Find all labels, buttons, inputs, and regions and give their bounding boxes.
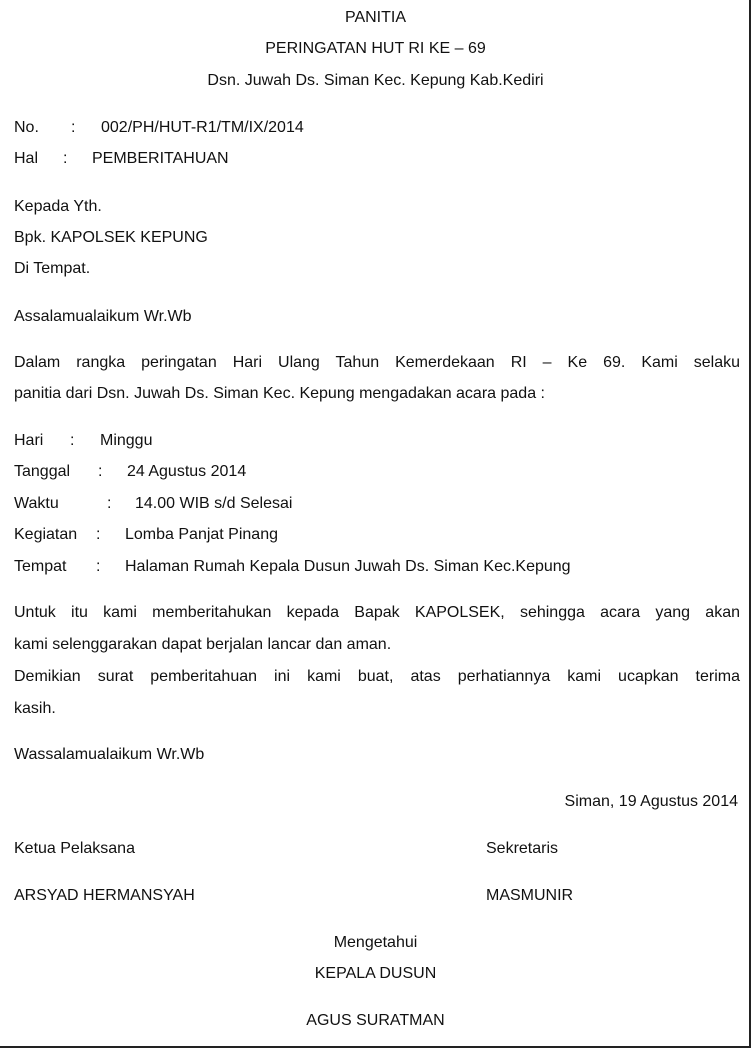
signature-right-name: MASMUNIR bbox=[486, 887, 574, 904]
subject-value: PEMBERITAHUAN bbox=[92, 150, 229, 167]
signature-right-title: Sekretaris bbox=[486, 840, 559, 857]
body-paragraph-2-line-1: Demikian surat pemberitahuan ini kami buat, atas perhatiannya kami ucapkan terima bbox=[14, 668, 740, 685]
body-paragraph-1-line-2: kami selenggarakan dapat berjalan lancar dan aman. bbox=[14, 636, 392, 653]
detail-time-label: Waktu bbox=[14, 495, 59, 512]
detail-activity-value: Lomba Panjat Pinang bbox=[125, 526, 278, 543]
recipient-name: Bpk. KAPOLSEK KEPUNG bbox=[14, 229, 208, 246]
recipient-salutation: Kepada Yth. bbox=[14, 198, 102, 215]
detail-date-value: 24 Agustus 2014 bbox=[127, 463, 247, 480]
opening-greeting: Assalamualaikum Wr.Wb bbox=[14, 308, 192, 325]
signature-center-name: AGUS SURATMAN bbox=[306, 1012, 445, 1029]
detail-activity-label: Kegiatan bbox=[14, 526, 78, 543]
subject-colon: : bbox=[63, 150, 68, 167]
body-paragraph-1-line-1: Untuk itu kami memberitahukan kepada Bapak KAPOLSEK, sehingga acara yang akan bbox=[14, 604, 740, 621]
body-paragraph-2-line-2: kasih. bbox=[14, 700, 56, 717]
detail-place-label: Tempat bbox=[14, 558, 67, 575]
detail-date-colon: : bbox=[98, 463, 103, 480]
detail-time-colon: : bbox=[107, 495, 112, 512]
header-address: Dsn. Juwah Ds. Siman Kec. Kepung Kab.Kediri bbox=[207, 72, 544, 89]
header-committee: PANITIA bbox=[344, 9, 407, 26]
signature-center-title-1: Mengetahui bbox=[333, 934, 418, 951]
detail-day-colon: : bbox=[70, 432, 75, 449]
intro-line-2: panitia dari Dsn. Juwah Ds. Siman Kec. Kepung mengadakan acara pada : bbox=[14, 385, 545, 402]
signature-center-title-2: KEPALA DUSUN bbox=[314, 965, 437, 982]
letter-number-colon: : bbox=[71, 119, 76, 136]
signature-left-name: ARSYAD HERMANSYAH bbox=[14, 887, 195, 904]
intro-line-1: Dalam rangka peringatan Hari Ulang Tahun Kemerdekaan RI – Ke 69. Kami selaku bbox=[14, 354, 740, 371]
detail-day-value: Minggu bbox=[100, 432, 153, 449]
signature-left-title: Ketua Pelaksana bbox=[14, 840, 135, 857]
detail-activity-colon: : bbox=[96, 526, 101, 543]
detail-place-colon: : bbox=[96, 558, 101, 575]
closing-greeting: Wassalamualaikum Wr.Wb bbox=[14, 746, 205, 763]
letter-number-value: 002/PH/HUT-R1/TM/IX/2014 bbox=[101, 119, 304, 136]
detail-date-label: Tanggal bbox=[14, 463, 71, 480]
recipient-location: Di Tempat. bbox=[14, 260, 91, 277]
detail-place-value: Halaman Rumah Kepala Dusun Juwah Ds. Siman Kec.Kepung bbox=[125, 558, 571, 575]
detail-time-value: 14.00 WIB s/d Selesai bbox=[135, 495, 293, 512]
place-date: Siman, 19 Agustus 2014 bbox=[564, 793, 738, 810]
letter-number-label: No. bbox=[14, 119, 39, 136]
header-event: PERINGATAN HUT RI KE – 69 bbox=[265, 40, 486, 57]
subject-label: Hal bbox=[14, 150, 39, 167]
detail-day-label: Hari bbox=[14, 432, 44, 449]
